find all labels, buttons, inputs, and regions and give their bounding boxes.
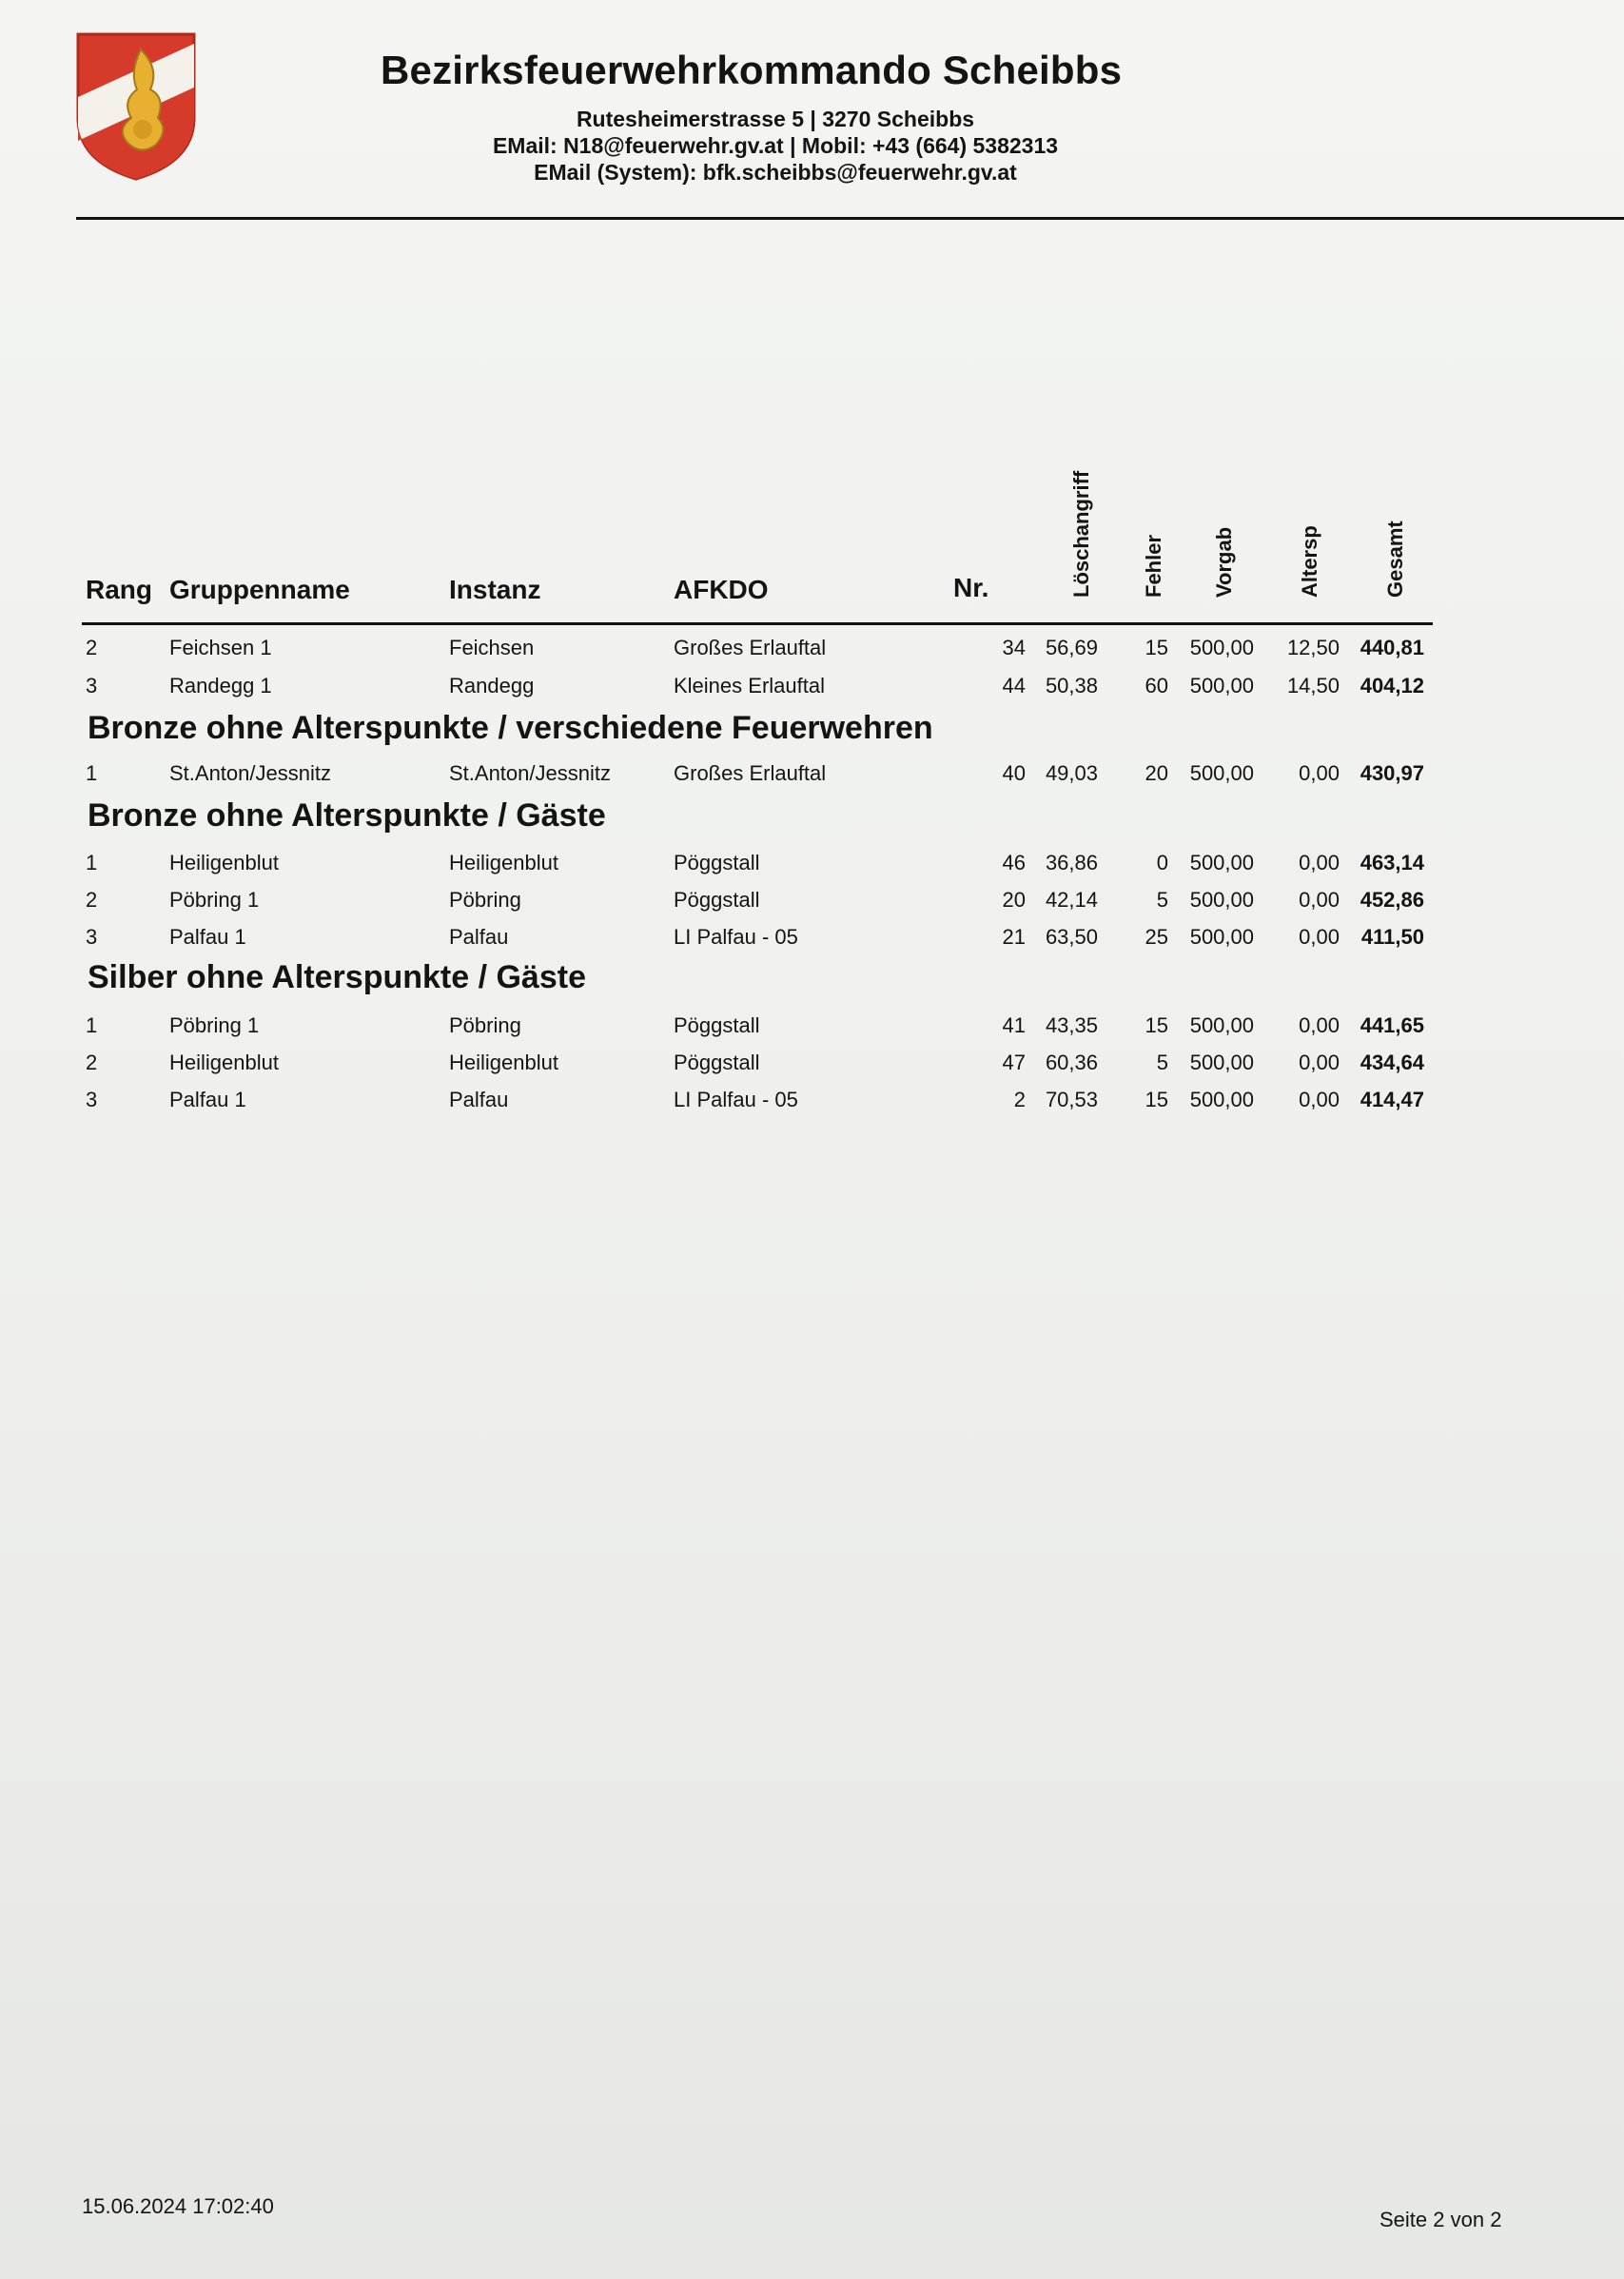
cell-fehler: 60	[1145, 674, 1168, 697]
cell-gesamt: 452,86	[1360, 888, 1424, 912]
cell-gruppenname: Randegg 1	[169, 674, 272, 697]
cell-vorgabe: 500,00	[1189, 1088, 1254, 1111]
cell-afkdo: Pöggstall	[674, 1051, 760, 1074]
cell-loeschangriff: 63,50	[1045, 925, 1098, 949]
table-row	[0, 925, 1624, 957]
section-title: Bronze ohne Alterspunkte / verschiedene Feuerwehren	[88, 710, 933, 746]
cell-fehler: 15	[1145, 636, 1168, 659]
cell-vorgabe: 500,00	[1189, 674, 1254, 697]
cell-vorgabe: 500,00	[1189, 636, 1254, 659]
cell-gesamt: 441,65	[1360, 1013, 1424, 1037]
cell-afkdo: Pöggstall	[674, 851, 760, 874]
cell-instanz: Heiligenblut	[449, 1051, 558, 1074]
cell-gruppenname: St.Anton/Jessnitz	[169, 761, 331, 785]
cell-fehler: 15	[1145, 1088, 1168, 1111]
cell-gesamt: 430,97	[1360, 761, 1424, 785]
cell-rang: 2	[86, 636, 98, 659]
table-row	[0, 1013, 1624, 1046]
cell-afkdo: Pöggstall	[674, 1013, 760, 1037]
table-row	[0, 636, 1624, 668]
cell-gesamt: 414,47	[1360, 1088, 1424, 1111]
table-row	[0, 851, 1624, 883]
cell-nr: 41	[1002, 1013, 1026, 1037]
cell-loeschangriff: 60,36	[1045, 1051, 1098, 1074]
cell-vorgabe: 500,00	[1189, 925, 1254, 949]
table-row	[0, 1051, 1624, 1083]
cell-fehler: 5	[1156, 1051, 1168, 1074]
header-instanz: Instanz	[449, 575, 541, 604]
cell-altersp: 0,00	[1299, 761, 1340, 785]
cell-vorgabe: 500,00	[1189, 1051, 1254, 1074]
header-gesamt: Gesamt	[1383, 521, 1407, 598]
cell-vorgabe: 500,00	[1189, 888, 1254, 912]
cell-gesamt: 411,50	[1360, 925, 1424, 949]
cell-altersp: 0,00	[1299, 888, 1340, 912]
cell-loeschangriff: 70,53	[1045, 1088, 1098, 1111]
cell-gesamt: 404,12	[1360, 674, 1424, 697]
cell-fehler: 15	[1145, 1013, 1168, 1037]
cell-gesamt: 440,81	[1360, 636, 1424, 659]
cell-instanz: Palfau	[449, 1088, 509, 1111]
cell-nr: 20	[1002, 888, 1026, 912]
cell-altersp: 0,00	[1299, 1088, 1340, 1111]
header-afkdo: AFKDO	[674, 575, 769, 604]
cell-afkdo: Großes Erlauftal	[674, 636, 827, 659]
cell-loeschangriff: 49,03	[1045, 761, 1098, 785]
cell-loeschangriff: 43,35	[1045, 1013, 1098, 1037]
header-fehler: Fehler	[1142, 534, 1165, 598]
cell-instanz: St.Anton/Jessnitz	[449, 761, 611, 785]
cell-nr: 46	[1002, 851, 1026, 874]
header-nr: Nr.	[953, 573, 989, 602]
cell-rang: 2	[86, 1051, 98, 1074]
cell-fehler: 20	[1145, 761, 1168, 785]
cell-fehler: 5	[1156, 888, 1168, 912]
cell-nr: 21	[1002, 925, 1026, 949]
cell-fehler: 0	[1156, 851, 1168, 874]
cell-vorgabe: 500,00	[1189, 851, 1254, 874]
cell-rang: 3	[86, 925, 98, 949]
cell-afkdo: Pöggstall	[674, 888, 760, 912]
header-divider	[76, 217, 1624, 220]
cell-altersp: 12,50	[1286, 636, 1340, 659]
cell-loeschangriff: 36,86	[1045, 851, 1098, 874]
cell-altersp: 0,00	[1299, 925, 1340, 949]
cell-instanz: Pöbring	[449, 1013, 521, 1037]
address-line: Rutesheimerstrasse 5 | 3270 Scheibbs	[576, 107, 975, 131]
cell-loeschangriff: 42,14	[1045, 888, 1098, 912]
table-row	[0, 674, 1624, 706]
cell-instanz: Feichsen	[449, 636, 535, 659]
cell-altersp: 0,00	[1299, 1013, 1340, 1037]
header-vorgab: Vorgab	[1212, 526, 1236, 598]
header-altersp: Altersp	[1298, 525, 1321, 598]
table-row	[0, 1088, 1624, 1120]
page-number: Seite 2 von 2	[1379, 2208, 1502, 2231]
cell-altersp: 0,00	[1299, 1051, 1340, 1074]
cell-loeschangriff: 50,38	[1045, 674, 1098, 697]
cell-vorgabe: 500,00	[1189, 761, 1254, 785]
header-loeschangriff: Löschangriff	[1069, 470, 1093, 598]
cell-gesamt: 434,64	[1360, 1051, 1424, 1074]
cell-afkdo: Kleines Erlauftal	[674, 674, 825, 697]
cell-gruppenname: Palfau 1	[169, 925, 246, 949]
cell-gruppenname: Heiligenblut	[169, 1051, 279, 1074]
section-title: Bronze ohne Alterspunkte / Gäste	[88, 797, 606, 834]
cell-afkdo: Großes Erlauftal	[674, 761, 827, 785]
cell-rang: 3	[86, 1088, 98, 1111]
table-row	[0, 761, 1624, 794]
print-timestamp: 15.06.2024 17:02:40	[82, 2194, 274, 2218]
contact-line: EMail: N18@feuerwehr.gv.at | Mobil: +43 (664) 5382313	[492, 133, 1059, 158]
cell-instanz: Randegg	[449, 674, 535, 697]
cell-rang: 1	[86, 851, 98, 874]
cell-nr: 40	[1002, 761, 1026, 785]
cell-nr: 2	[1013, 1088, 1026, 1111]
organization-title: Bezirksfeuerwehrkommando Scheibbs	[381, 48, 1123, 92]
cell-rang: 3	[86, 674, 98, 697]
cell-vorgabe: 500,00	[1189, 1013, 1254, 1037]
cell-nr: 34	[1002, 636, 1026, 659]
section-title: Silber ohne Alterspunkte / Gäste	[88, 959, 586, 995]
cell-instanz: Pöbring	[449, 888, 521, 912]
cell-instanz: Palfau	[449, 925, 509, 949]
cell-nr: 44	[1002, 674, 1026, 697]
cell-loeschangriff: 56,69	[1045, 636, 1098, 659]
cell-afkdo: LI Palfau - 05	[674, 1088, 798, 1111]
cell-rang: 2	[86, 888, 98, 912]
cell-gruppenname: Feichsen 1	[169, 636, 272, 659]
cell-rang: 1	[86, 1013, 98, 1037]
cell-afkdo: LI Palfau - 05	[674, 925, 798, 949]
system-email-line: EMail (System): bfk.scheibbs@feuerwehr.gv.at	[534, 160, 1017, 185]
header-rang: Rang	[86, 575, 152, 604]
table-header-divider	[82, 622, 1433, 625]
cell-gruppenname: Palfau 1	[169, 1088, 246, 1111]
cell-instanz: Heiligenblut	[449, 851, 558, 874]
cell-gruppenname: Pöbring 1	[169, 1013, 260, 1037]
cell-rang: 1	[86, 761, 98, 785]
cell-nr: 47	[1002, 1051, 1026, 1074]
cell-gruppenname: Pöbring 1	[169, 888, 260, 912]
cell-altersp: 14,50	[1286, 674, 1340, 697]
cell-fehler: 25	[1145, 925, 1168, 949]
cell-gesamt: 463,14	[1360, 851, 1424, 874]
header-gruppenname: Gruppenname	[169, 575, 350, 604]
cell-gruppenname: Heiligenblut	[169, 851, 279, 874]
table-row	[0, 888, 1624, 920]
cell-altersp: 0,00	[1299, 851, 1340, 874]
